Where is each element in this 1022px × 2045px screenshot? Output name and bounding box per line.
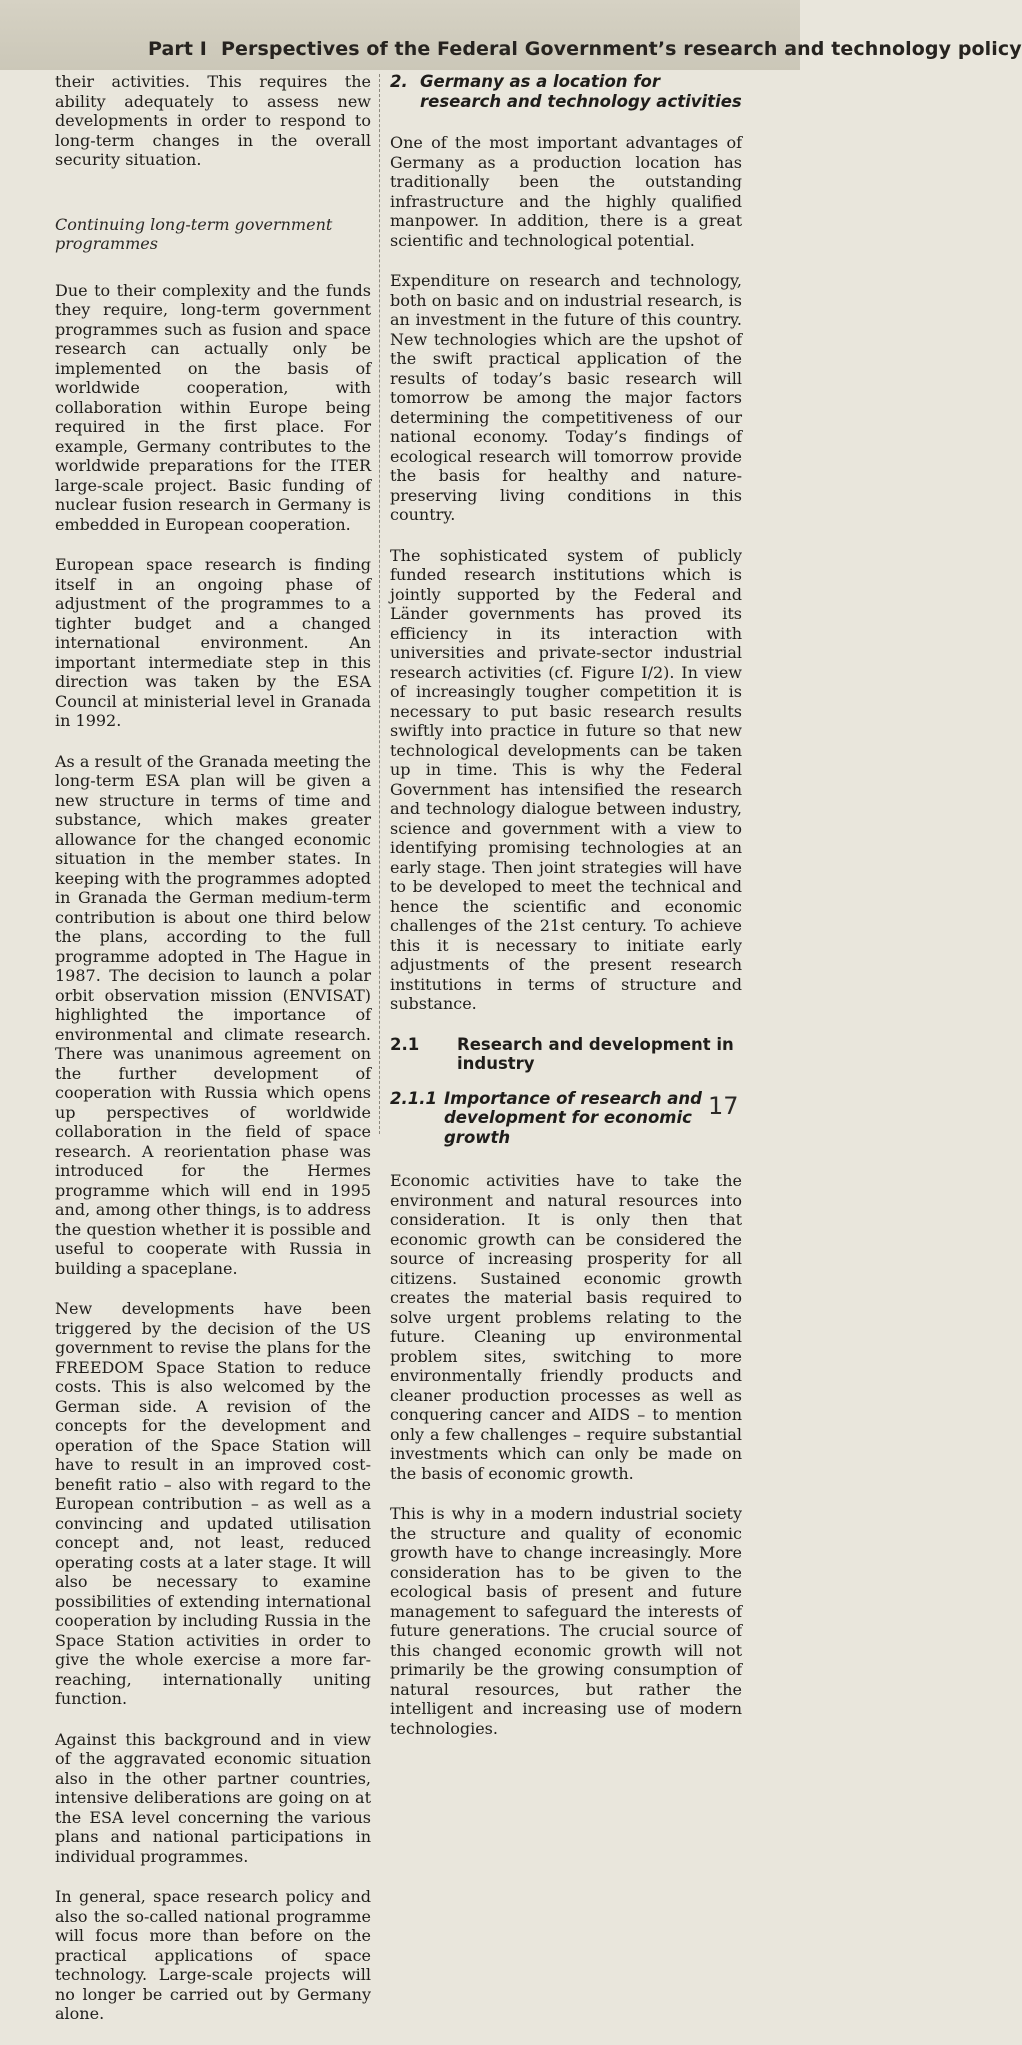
page-number: 17	[708, 1092, 739, 1120]
paragraph: In general, space research policy and also the so-called national programme will focus more than before on the practical applications of space technology. Large-scale projects will no longer be carried out by Germany alone.	[55, 1887, 371, 2023]
left-column	[55, 72, 371, 2045]
section-heading-2-1	[390, 1035, 742, 1074]
paragraph: Expenditure on research and technology, both on basic and on industrial research, is an investment in the future of this country. New technologies which are the upshot of the swift practical application of the results of today’s basic research will tomorrow be among the major factors determining the competitiveness of our national economy. Today’s findings of ecological research will tomorrow provide the basis for healthy and nature-preserving living conditions in this country.	[390, 271, 742, 524]
section-title: Germany as a location for research and technology activities	[420, 72, 742, 111]
section-number: 2.1	[390, 1034, 420, 1054]
header-title	[148, 38, 1022, 60]
section-heading-2-1-1	[390, 1089, 742, 1148]
right-column	[390, 72, 742, 1759]
paragraph: Due to their complexity and the funds they require, long-term government programmes such as fusion and space research can actually only be implemented on the basis of worldwide cooperation, with collaboration within Europe being required in the first place. For example, Germany contributes to the worldwide preparations for the ITER large-scale project. Basic funding of nuclear fusion research in Germany is embedded in European cooperation.	[55, 280, 371, 534]
section-number: 2.	[390, 72, 408, 91]
paragraph: European space research is finding itself in an ongoing phase of adjustment of the programmes to a tighter budget and a changed international environment. An important intermediate step in this direction was taken by the ESA Council at ministerial level in Granada in 1992.	[55, 555, 371, 730]
header-title-text: Perspectives of the Federal Government’s research and technology policy	[220, 38, 1022, 60]
paragraph: As a result of the Granada meeting the long-term ESA plan will be given a new structure in terms of time and substance, which makes greater allowance for the changed economic situation in the member states. In keeping with the programmes adopted in Granada the German medium-term contribution is about one third below the plans, according to the full programme adopted in The Hague in 1987. The decision to launch a polar orbit observation mission (ENVISAT) highlighted the importance of environmental and climate research. There was unanimous agreement on the further development of cooperation with Russia which opens up perspectives of worldwide collaboration in the field of space research. A reorientation phase was introduced for the Hermes programme which will end in 1995 and, among other things, is to address the question whether it is possible and useful to cooperate with Russia in building a spaceplane.	[55, 751, 371, 1278]
column-divider	[379, 74, 381, 1134]
running-header	[0, 0, 1022, 70]
subheading: Continuing long-term government programmes	[55, 214, 333, 253]
paragraph: Economic activities have to take the environment and natural resources into consideration. It is only then that economic growth can be considered the source of increasing prosperity for all citizens. Sustained economic growth creates the material basis required to solve urgent problems relating to the future. Cleaning up environmental problem sites, switching to more environmentally friendly products and cleaner production processes as well as conquering cancer and AIDS – to mention only a few challenges – require substantial investments which can only be made on the basis of economic growth.	[390, 1171, 742, 1483]
section-title: Research and development in industry	[457, 1034, 734, 1073]
section-heading-2	[390, 72, 742, 111]
header-part-label: Part I	[148, 38, 207, 60]
paragraph: This is why in a modern industrial society the structure and quality of economic growth have to change increasingly. More consideration has to be given to the ecological basis of present and future management to safeguard the interests of future generations. The crucial source of this changed economic growth will not primarily be the growing consumption of natural resources, but rather the intelligent and increasing use of modern technologies.	[390, 1504, 742, 1738]
paragraph: The sophisticated system of publicly funded research institutions which is jointly supported by the Federal and Länder governments has proved its efficiency in its interaction with universities and private-sector industrial research activities (cf. Figure I/2). In view of increasingly tougher competition it is necessary to put basic research results swiftly into practice in future so that new technological developments can be taken up in time. This is why the Federal Government has intensified the research and technology dialogue between industry, science and government with a view to identifying promising technologies at an early stage. Then joint strategies will have to be developed to meet the technical and hence the scientific and economic challenges of the 21st century. To achieve this it is necessary to initiate early adjustments of the present research institutions in terms of structure and substance.	[390, 545, 742, 1013]
paragraph: New developments have been triggered by the decision of the US government to revise the plans for the FREEDOM Space Station to reduce costs. This is also welcomed by the German side. A revision of the concepts for the development and operation of the Space Station will have to result in an improved cost-benefit ratio – also with regard to the European contribution – as well as a convincing and updated utilisation concept and, not least, reduced operating costs at a later stage. It will also be necessary to examine possibilities of extending international cooperation by including Russia in the Space Station activities in order to give the whole exercise a more far-reaching, internationally uniting function.	[55, 1299, 371, 1708]
section-title: Importance of research and development for economic growth	[444, 1088, 702, 1147]
paragraph: their activities. This requires the ability adequately to assess new developments in order to respond to long-term changes in the overall security situation.	[55, 72, 371, 169]
paragraph: Against this background and in view of the aggravated economic situation also in the other partner countries, intensive deliberations are going on at the ESA level concerning the various plans and national participations in individual programmes.	[55, 1729, 371, 1866]
section-number: 2.1.1	[390, 1088, 437, 1108]
paragraph: One of the most important advantages of Germany as a production location has traditionally been the outstanding infrastructure and the highly qualified manpower. In addition, there is a great scientific and technological potential.	[390, 133, 742, 250]
